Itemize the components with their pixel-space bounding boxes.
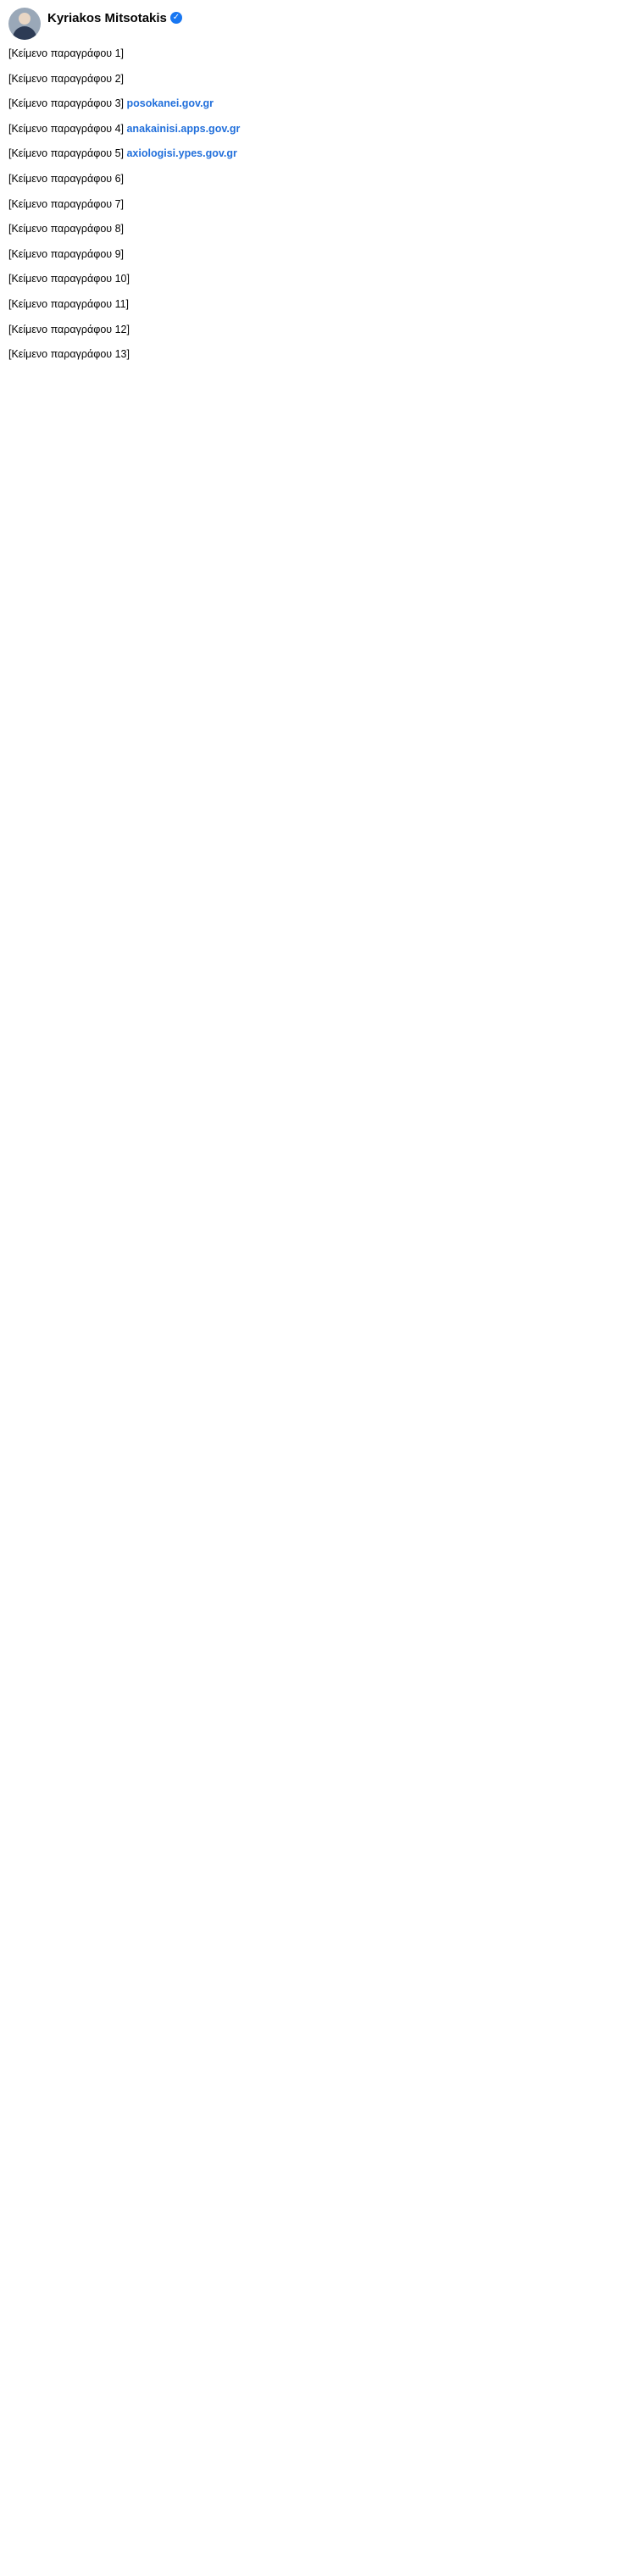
post-paragraph [8,198,636,212]
avatar[interactable] [8,8,41,40]
paragraph-text: [Κείμενο παραγράφου 12] [8,323,130,335]
paragraph-text: [Κείμενο παραγράφου 8] [8,223,124,235]
verified-badge-icon: ✓ [170,12,182,24]
post-paragraph [8,147,636,161]
post-paragraph [8,324,636,337]
post-header [8,7,636,41]
post-paragraph [8,223,636,236]
paragraph-text: [Κείμενο παραγράφου 9] [8,247,124,260]
post-paragraph [8,273,636,286]
paragraph-text: [Κείμενο παραγράφου 6] [8,172,124,185]
paragraph-text: [Κείμενο παραγράφου 1] [8,47,124,59]
avatar-body-shape [13,26,36,40]
post-paragraph [8,47,636,61]
paragraph-text: [Κείμενο παραγράφου 4] [8,122,124,135]
post-link[interactable]: anakainisi.apps.gov.gr [126,122,241,135]
post-paragraph [8,173,636,186]
post-meta [47,11,182,37]
paragraph-text: [Κείμενο παραγράφου 7] [8,197,124,210]
paragraph-text: [Κείμενο παραγράφου 10] [8,273,130,285]
post-link[interactable]: posokanei.gov.gr [126,97,214,110]
author-row [47,11,182,25]
author-name[interactable]: Kyriakos Mitsotakis [47,10,167,25]
post-paragraph [8,248,636,262]
avatar-head-shape [19,13,31,25]
paragraph-text: [Κείμενο παραγράφου 11] [8,297,130,310]
post-body [8,47,636,362]
paragraph-text: [Κείμενο παραγράφου 5] [8,147,124,160]
paragraph-text: [Κείμενο παραγράφου 3] [8,97,124,110]
post-paragraph [8,348,636,362]
post-subline [47,27,182,37]
post-link[interactable]: axiologisi.ypes.gov.gr [126,147,237,160]
post-paragraph [8,97,636,111]
paragraph-text: [Κείμενο παραγράφου 2] [8,72,124,85]
post-paragraph [8,298,636,312]
post-paragraph [8,123,636,136]
paragraph-text: [Κείμενο παραγράφου 13] [8,348,130,361]
post-paragraph [8,73,636,86]
